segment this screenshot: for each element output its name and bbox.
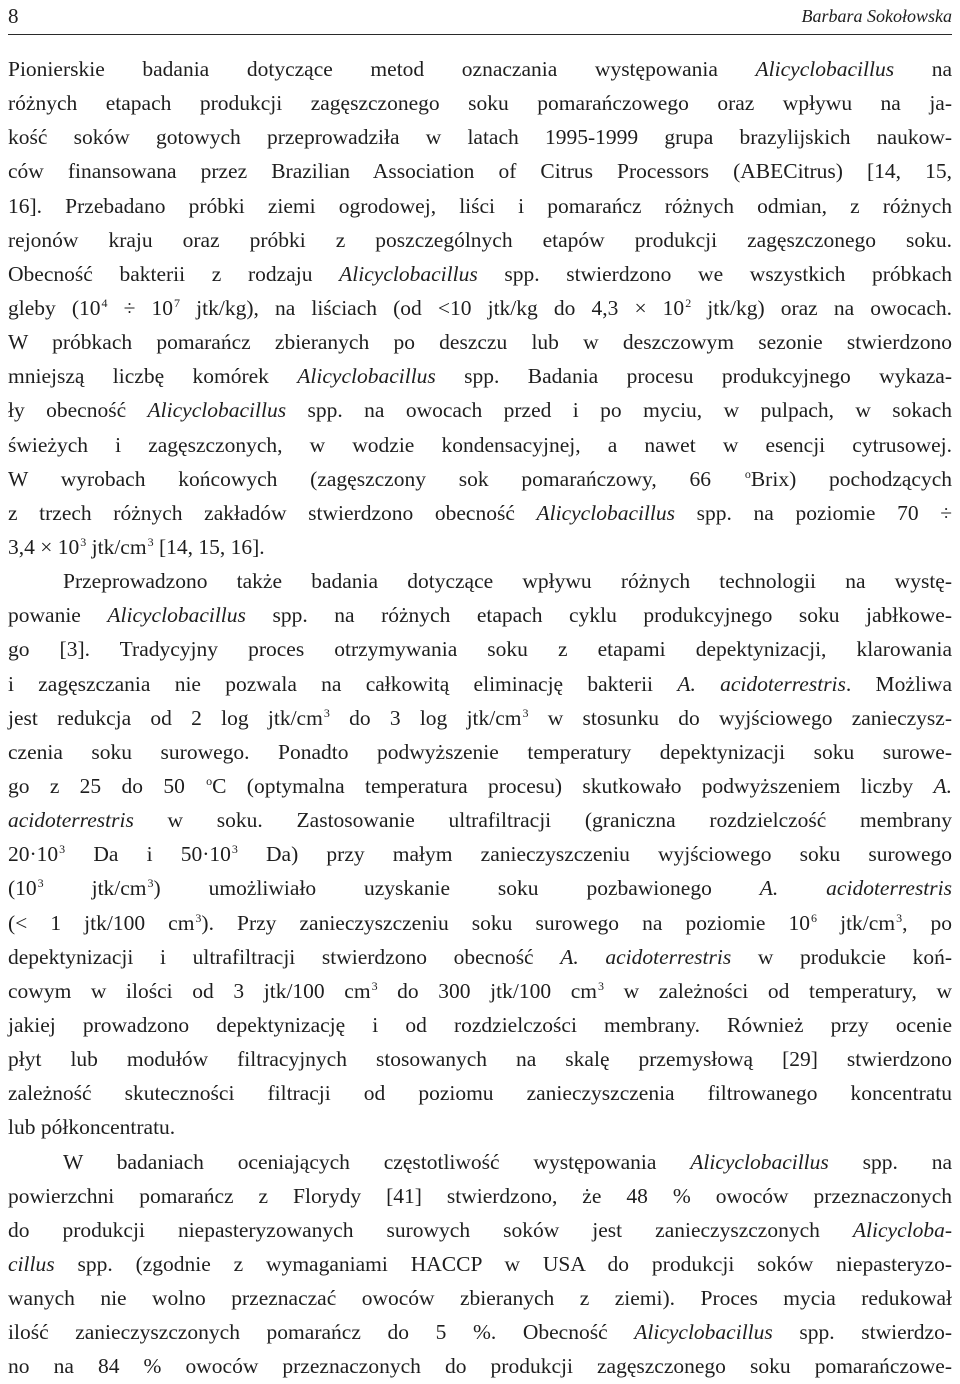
text-line: [8, 1110, 952, 1144]
text-span: jtk/kg), na liściach (od <10 jtk/kg do 4,3 × 10: [180, 295, 685, 320]
superscript: 7: [174, 295, 181, 310]
superscript: 2: [685, 295, 692, 310]
italic-term: A.: [933, 773, 952, 798]
text-span: Przeprowadzono także badania dotyczące wpływu różnych technologii na wystę-: [63, 569, 952, 594]
text-span: spp. na różnych etapach cyklu produkcyjnego soku jabłkowe-: [245, 603, 952, 628]
text-span: ców finansowana przez Brazilian Association of Citrus Processors (ABECitrus) [14, 15,: [8, 159, 952, 184]
text-span: W próbkach pomarańcz zbieranych po deszczu lub w deszczowym sezonie stwierdzono: [8, 330, 952, 355]
text-line: [8, 769, 952, 803]
text-line: [8, 1213, 952, 1247]
italic-term: Alicyclobacillus: [297, 364, 436, 389]
superscript: 3: [147, 876, 154, 891]
superscript: 3: [231, 842, 238, 857]
text-span: spp. (zgodnie z wymaganiami HACCP w USA do produkcji soków niepasteryzo-: [54, 1251, 952, 1276]
text-span: go [3]. Tradycyjny proces otrzymywania soku z etapami depektynizacji, klarowania: [8, 637, 952, 662]
text-span: do 300 jtk/100 cm: [377, 978, 597, 1003]
text-span: do produkcji niepasteryzowanych surowych soków jest zanieczyszczonych: [8, 1217, 853, 1242]
text-span: (10: [8, 876, 37, 901]
text-span: Da) przy małym zanieczyszczeniu wyjściowego soku surowego: [237, 842, 952, 867]
italic-term: cillus: [8, 1251, 55, 1276]
text-span: ÷ 10: [107, 295, 174, 320]
text-span: W badaniach oceniających częstotliwość występowania: [63, 1149, 691, 1174]
text-span: gleby (10: [8, 295, 101, 320]
text-line: [8, 291, 952, 325]
text-line: [8, 496, 952, 530]
superscript: 3: [323, 705, 330, 720]
text-span: mniejszą liczbę komórek: [8, 364, 298, 389]
text-span: wanych nie wolno przeznaczać owoców zbieranych z ziemi). Proces mycia redukował: [8, 1286, 952, 1311]
text-span: Brix) pochodzących: [750, 466, 952, 491]
text-span: jest redukcja od 2 log jtk/cm: [8, 705, 323, 730]
text-span: . Możliwa: [845, 671, 952, 696]
text-span: czenia soku surowego. Ponadto podwyższenie temperatury depektynizacji soku surowe-: [8, 739, 952, 764]
text-span: (< 1 jtk/100 cm: [8, 910, 195, 935]
text-line: [8, 428, 952, 462]
text-span: powanie: [8, 603, 108, 628]
running-header: [8, 0, 952, 35]
text-span: zależność skuteczności filtracji od poziomu zanieczyszczenia filtrowanego koncentratu: [8, 1081, 952, 1106]
text-line: [8, 1349, 952, 1383]
text-span: spp. na owocach przed i po myciu, w pulpach, w sokach: [286, 398, 953, 423]
text-line: [8, 325, 952, 359]
text-span: W wyrobach końcowych (zagęszczony sok pomarańczowy, 66: [8, 466, 744, 491]
text-span: C (optymalna temperatura procesu) skutkowało podwyższeniem liczby: [212, 773, 934, 798]
text-line: [8, 940, 952, 974]
text-line: [8, 803, 952, 837]
text-line: [8, 701, 952, 735]
text-span: w soku. Zastosowanie ultrafiltracji (graniczna rozdzielczość membrany: [133, 808, 952, 833]
superscript: 3: [147, 534, 154, 549]
text-span: jtk/cm: [817, 910, 896, 935]
text-line: [8, 257, 952, 291]
text-span: różnych etapach produkcji zagęszczonego soku pomarańczowego oraz wpływu na ja-: [8, 91, 952, 116]
text-span: ilość zanieczyszczonych pomarańcz do 5 %. Obecność: [8, 1320, 635, 1345]
text-span: Pionierskie badania dotyczące metod oznaczania występowania: [8, 57, 756, 81]
text-span: lub półkoncentratu.: [8, 1115, 176, 1140]
superscript: 6: [811, 910, 818, 925]
superscript: o: [206, 773, 213, 788]
text-span: spp. Badania procesu produkcyjnego wykaza-: [435, 364, 952, 389]
italic-term: Alicyclobacillus: [107, 603, 246, 628]
text-span: ). Przy zanieczyszczeniu soku surowego na poziomie 10: [201, 910, 811, 935]
page-number: 8: [8, 4, 19, 28]
superscript: 3: [195, 910, 202, 925]
italic-term: Alicycloba-: [852, 1217, 952, 1242]
superscript: 3: [80, 534, 87, 549]
text-span: spp. stwierdzo-: [772, 1320, 952, 1345]
text-span: jakiej prowadzono depektynizację i od rozdzielczości membrany. Również przy ocenie: [8, 1012, 952, 1037]
text-span: i zagęszczania nie pozwala na całkowitą eliminację bakterii: [8, 671, 678, 696]
text-line: [8, 906, 952, 940]
text-span: w produkcie koń-: [731, 944, 952, 969]
text-line: [8, 564, 952, 598]
text-span: cowym w ilości od 3 jtk/100 cm: [8, 978, 371, 1003]
text-line: [8, 1042, 952, 1076]
text-span: spp. stwierdzono we wszystkich próbkach: [477, 261, 953, 286]
text-span: , po: [902, 910, 953, 935]
text-span: jtk/cm: [43, 876, 147, 901]
text-span: spp. na: [828, 1149, 952, 1174]
running-author: Barbara Sokołowska: [801, 6, 952, 26]
text-line: [8, 667, 952, 701]
text-span: świeżych i zagęszczonych, w wodzie kondensacyjnej, a nawet w esencji cytrusowej.: [8, 432, 952, 457]
superscript: 3: [522, 705, 529, 720]
superscript: 3: [597, 978, 604, 993]
superscript: 3: [59, 842, 66, 857]
text-line: [8, 1145, 952, 1179]
text-span: 20·10: [8, 842, 59, 867]
text-line: [8, 86, 952, 120]
text-span: do 3 log jtk/cm: [329, 705, 522, 730]
italic-term: Alicyclobacillus: [755, 57, 895, 81]
superscript: 4: [101, 295, 108, 310]
text-line: [8, 52, 952, 86]
italic-term: Alicyclobacillus: [690, 1149, 829, 1174]
text-span: no na 84 % owoców przeznaczonych do produkcji zagęszczonego soku pomarańczowe-: [8, 1354, 952, 1379]
text-span: spp. na poziomie 70 ÷: [675, 500, 952, 525]
italic-term: A. acidoterrestris: [560, 944, 732, 969]
superscript: o: [744, 466, 751, 481]
text-span: ) umożliwiało uzyskanie soku pozbawionego: [153, 876, 760, 901]
text-span: jtk/kg) oraz na owocach.: [691, 295, 952, 320]
text-line: [8, 120, 952, 154]
text-line: [8, 871, 952, 905]
text-line: [8, 1247, 952, 1281]
italic-term: Alicyclobacillus: [339, 261, 478, 286]
italic-term: acidoterrestris: [8, 808, 134, 833]
text-line: [8, 598, 952, 632]
text-span: go z 25 do 50: [8, 773, 206, 798]
text-span: rejonów kraju oraz próbki z poszczególnych etapów produkcji zagęszczonego soku.: [8, 227, 952, 252]
text-line: [8, 735, 952, 769]
text-span: depektynizacji i ultrafiltracji stwierdzono obecność: [8, 944, 561, 969]
text-span: ły obecność: [8, 398, 148, 423]
superscript: 3: [37, 876, 44, 891]
text-line: [8, 974, 952, 1008]
text-line: [8, 393, 952, 427]
text-line: [8, 837, 952, 871]
text-line: [8, 530, 952, 564]
text-span: Obecność bakterii z rodzaju: [8, 261, 340, 286]
text-line: [8, 359, 952, 393]
text-span: na: [894, 57, 952, 81]
text-line: [8, 223, 952, 257]
text-span: płyt lub modułów filtracyjnych stosowanych na skalę przemysłową [29] stwierdzono: [8, 1047, 952, 1072]
text-line: [8, 1008, 952, 1042]
text-line: [8, 632, 952, 666]
text-line: [8, 1315, 952, 1349]
text-span: z trzech różnych zakładów stwierdzono obecność: [8, 500, 537, 525]
body-text: [8, 52, 952, 1383]
text-line: [8, 1179, 952, 1213]
text-span: jtk/cm: [86, 534, 147, 559]
text-span: Da i 50·10: [65, 842, 231, 867]
text-span: powierzchni pomarańcz z Florydy [41] stwierdzono, że 48 % owoców przeznaczonych: [8, 1183, 952, 1208]
italic-term: A. acidoterrestris: [677, 671, 846, 696]
italic-term: Alicyclobacillus: [536, 500, 676, 525]
text-span: 16]. Przebadano próbki ziemi ogrodowej, liści i pomarańcz różnych odmian, z różnych: [8, 193, 952, 218]
text-line: [8, 189, 952, 223]
text-span: w stosunku do wyjściowego zanieczysz-: [528, 705, 952, 730]
text-span: w zależności od temperatury, w: [603, 978, 953, 1003]
text-line: [8, 462, 952, 496]
italic-term: Alicyclobacillus: [634, 1320, 773, 1345]
italic-term: Alicyclobacillus: [147, 398, 287, 423]
text-span: [14, 15, 16].: [153, 534, 265, 559]
italic-term: A. acidoterrestris: [759, 876, 952, 901]
text-line: [8, 1281, 952, 1315]
superscript: 3: [371, 978, 378, 993]
text-span: kość soków gotowych przeprowadziła w latach 1995-1999 grupa brazylijskich naukow-: [8, 125, 952, 150]
text-span: 3,4 × 10: [8, 534, 80, 559]
text-line: [8, 154, 952, 188]
superscript: 3: [896, 910, 903, 925]
text-line: [8, 1076, 952, 1110]
